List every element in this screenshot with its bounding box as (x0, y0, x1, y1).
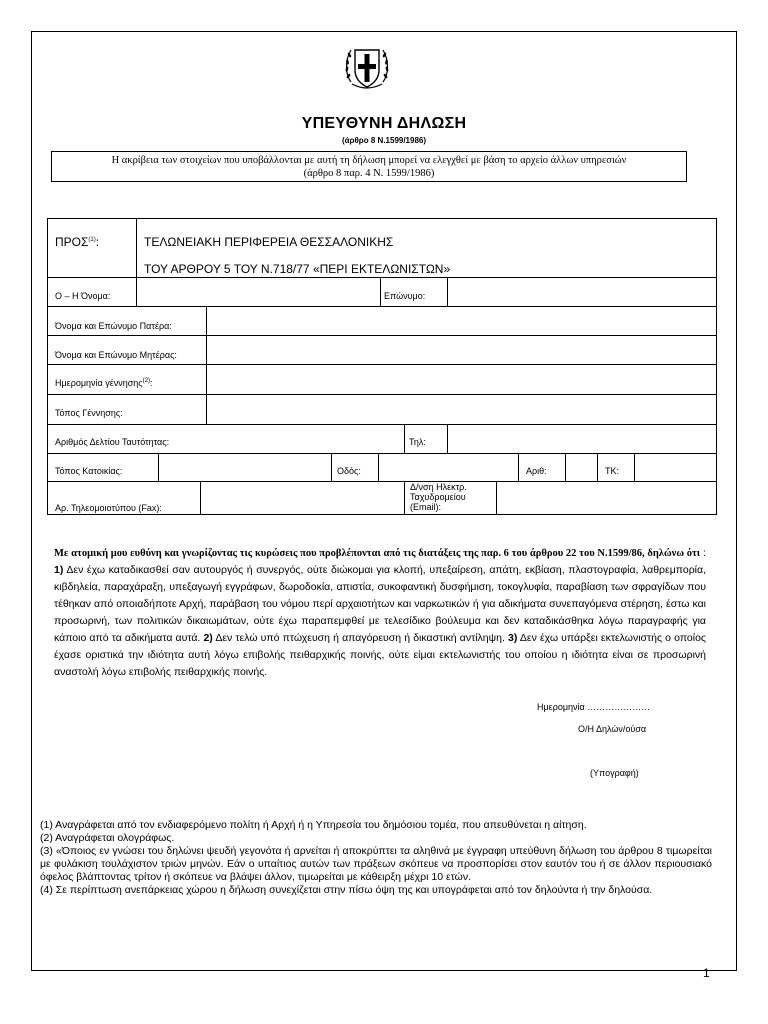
email-field[interactable] (500, 483, 714, 513)
fax-label: Αρ. Τηλεομοιοτύπου (Fax): (55, 503, 162, 513)
recipient-line-1: ΤΕΛΩΝΕΙΑΚΗ ΠΕΡΙΦΕΡΕΙΑ ΘΕΣΣΑΛΟΝΙΚΗΣ (144, 235, 394, 249)
notice-line-1: Η ακρίβεια των στοιχείων που υποβάλλονται με αυτή τη δήλωση μπορεί να ελεγχθεί με βάση το αρχείο άλλων υπηρεσιών (111, 155, 627, 166)
document-title: ΥΠΕΥΘΥΝΗ ΔΗΛΩΣΗ (301, 115, 467, 132)
birthdate-label: Ημερομηνία γέννησης$^{(2)}$: (55, 378, 153, 388)
phone-field[interactable] (451, 426, 713, 451)
birthplace-field[interactable] (210, 396, 714, 422)
notice-line-2: (άρθρο 8 παρ. 4 Ν. 1599/1986) (303, 168, 435, 179)
declaration-text: Με ατομική μου ευθύνη και γνωρίζοντας τις κυρώσεις που προβλέπονται από τις διατάξεις της παρ. 6 του άρθρου 22 του Ν.1599/86, δηλώνω ότι : 1) Δεν έχω καταδικασθεί σαν αυτουργός ή συνεργός, ούτε διώκομαι για κλοπή, υπεξαίρεση, απάτη, εκβίαση, πλαστογραφία, λαθρεμπορία, κιβδηλεία, παραχάραξη, υπεξαγωγή εγγράφων, δωροδοκία, απιστία, συκοφαντική δυσφήμιση, τοκογλυφία, παραβίαση των σφραγίδων που τέθηκαν από οποιαδήποτε Αρχή, παράβαση του νόμου περί αρχαιοτήτων και ναρκωτικών ή για αδικήματα συνεπαγόμενα στέρηση, έστω και προσωρινή, των πολιτικών δικαιωμάτων, ούτε έχω παραπεμφθεί με τελεσίδικο βούλευμα και δεν καταδικάσθηκα λόγω παραγραφής για κάποιο από τα αδικήματα αυτά. 2) Δεν τελώ υπό πτώχευση ή απαγόρευση ή δικαστική αντίληψη. 3) Δεν έχω υπάρξει εκτελωνιστής ο οποίος έχασε οριστικά την ιδιότητα αυτή λόγω επιβολής πειθαρχικής ποινής, ούτε είμαι εκτελωνιστής του οποίου η ιδιότητα είναι σε προσωρινή αναστολή λόγω επιβολής πειθαρχικής ποινής. (54, 547, 706, 678)
street-label: Οδός: (337, 466, 361, 476)
surname-label: Επώνυμο: (384, 291, 426, 301)
surname-field[interactable] (451, 279, 713, 304)
birthdate-field[interactable] (210, 366, 714, 392)
mother-name-field[interactable] (210, 337, 714, 362)
pros-label: ΠΡΟΣ$^{(1)}$: (55, 235, 100, 249)
name-field[interactable] (148, 279, 378, 304)
document-subtitle: (άρθρο 8 Ν.1599/1986) (341, 136, 427, 145)
residence-field[interactable] (162, 455, 329, 479)
postcode-label: ΤΚ: (605, 466, 620, 476)
footnote-4: (4) Σε περίπτωση ανεπάρκειας χώρου η δήλωση συνεχίζεται στην πίσω όψη της και υπογράφεται από τον δηλούντα ή την δηλούσα. (40, 884, 653, 896)
name-label: Ο – Η Όνομα: (55, 291, 111, 301)
footnote-2: (2) Αναγράφεται ολογράφως. (40, 832, 175, 844)
phone-label: Τηλ: (409, 437, 426, 447)
birthplace-label: Τόπος Γέννησης: (55, 408, 123, 418)
id-card-label: Αριθμός Δελτίου Ταυτότητας: (55, 437, 170, 447)
accuracy-notice-box (51, 151, 687, 182)
footnote-1: (1) Αναγράφεται από τον ενδιαφερόμενο πολίτη ή Αρχή ή η Υπηρεσία του δημόσιου τομέα, που απευθύνεται η αίτηση. (40, 819, 587, 831)
residence-label: Τόπος Κατοικίας: (55, 466, 123, 476)
footnotes (40, 819, 712, 897)
recipient-line-2: ΤΟΥ ΑΡΘΡΟΥ 5 ΤΟΥ Ν.718/77 «ΠΕΡΙ ΕΚΤΕΛΩΝΙΣΤΩΝ» (144, 262, 451, 276)
number-label: Αριθ: (526, 466, 547, 476)
footnote-3: (3) «Όποιος εν γνώσει του δηλώνει ψευδή γεγονότα ή αρνείται ή αποκρύπτει τα αληθινά με έγγραφη υπεύθυνη δήλωση του άρθρου 8 τιμωρείται με φυλάκιση τουλάχιστον τριών μηνών. Εάν ο υπαίτιος αυτών των πράξεων σκόπευε να προσπορίσει στον εαυτόν του ή σε άλλον περιουσιακό όφελος βλάπτοντας τρίτον ή σκόπευε να βλάψει άλλον, τιμωρείται με κάθειρξη μέχρι 10 ετών. (40, 845, 712, 883)
date-line: Ημερομηνία ………………… (537, 702, 651, 712)
personal-details-form (47, 218, 717, 515)
father-name-field[interactable] (210, 308, 714, 333)
email-label: Δ/νση Ηλεκτρ. Ταχυδρομείου (Email): (410, 482, 467, 512)
signature-label: (Υπογραφή) (590, 768, 639, 778)
id-card-field[interactable] (210, 426, 402, 451)
page-number: 1 (703, 966, 710, 980)
mother-name-label: Όνομα και Επώνυμο Μητέρας: (55, 350, 177, 360)
postcode-field[interactable] (638, 455, 714, 479)
number-field[interactable] (569, 455, 595, 479)
declarant-label: Ο/Η Δηλών/ούσα (578, 724, 647, 734)
street-field[interactable] (382, 455, 516, 479)
declaration-intro: Με ατομική μου ευθύνη και γνωρίζοντας τις κυρώσεις που προβλέπονται από τις διατάξεις της παρ. 6 του άρθρου 22 του Ν.1599/86, δηλώνω ότι (54, 548, 701, 559)
father-name-label: Όνομα και Επώνυμο Πατέρα: (55, 321, 172, 331)
greek-coat-of-arms-icon (342, 40, 392, 94)
fax-field[interactable] (204, 483, 402, 513)
